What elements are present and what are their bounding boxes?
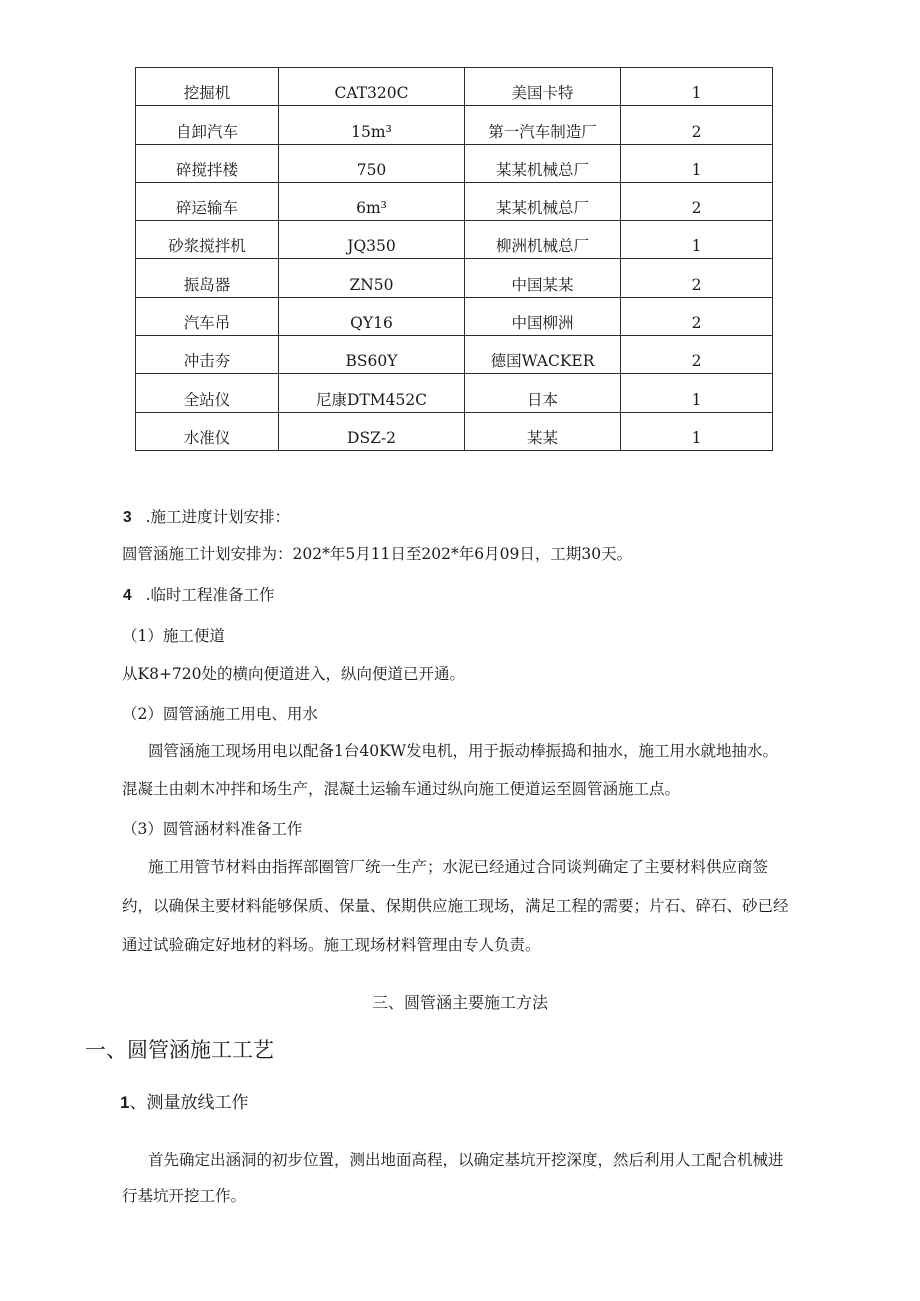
equipment-maker: 某某 [465, 412, 621, 450]
equipment-name: 全站仪 [136, 374, 279, 412]
step-1-heading [120, 1092, 248, 1114]
subsection-2-title: （2）圆管涵施工用电、用水 [122, 705, 318, 723]
equipment-name: 挖掘机 [136, 68, 279, 106]
equipment-qty: 2 [621, 182, 773, 220]
equipment-maker: 某某机械总厂 [465, 182, 621, 220]
equipment-qty: 2 [621, 336, 773, 374]
table-row [136, 259, 773, 297]
subsection-3-body-line-2: 约，以确保主要材料能够保质、保量、保期供应施工现场，满足工程的需要；片石、碎石、砂已经 [122, 897, 789, 915]
step-1-body-line-1: 首先确定出涵洞的初步位置，测出地面高程，以确定基坑开挖深度，然后利用人工配合机械进 [148, 1151, 784, 1169]
subsection-1-body: 从K8+720处的横向便道进入，纵向便道已开通。 [122, 665, 466, 683]
equipment-qty: 1 [621, 221, 773, 259]
table-row [136, 412, 773, 450]
step-1-title: 、测量放线工作 [129, 1093, 249, 1113]
section-4-heading [123, 585, 275, 606]
section-3-body: 圆管涵施工计划安排为：202*年5月11日至202*年6月09日，工期30天。 [122, 545, 633, 563]
equipment-maker: 中国某某 [465, 259, 621, 297]
equipment-name: 碎搅拌楼 [136, 144, 279, 182]
section-3-heading [123, 507, 290, 528]
part-1-title: 一、圆管涵施工工艺 [85, 1038, 274, 1062]
equipment-model: 15m³ [279, 106, 465, 144]
equipment-model: 6m³ [279, 182, 465, 220]
equipment-maker: 柳洲机械总厂 [465, 221, 621, 259]
table-row [136, 336, 773, 374]
equipment-maker: 美国卡特 [465, 68, 621, 106]
equipment-name: 自卸汽车 [136, 106, 279, 144]
table-row [136, 144, 773, 182]
table-row [136, 221, 773, 259]
table-row [136, 374, 773, 412]
equipment-qty: 1 [621, 68, 773, 106]
equipment-name: 汽车吊 [136, 297, 279, 335]
equipment-table-body [136, 68, 773, 451]
section-4-number: 4 [123, 587, 132, 604]
equipment-name: 砂浆搅拌机 [136, 221, 279, 259]
equipment-qty: 2 [621, 259, 773, 297]
equipment-model: BS60Y [279, 336, 465, 374]
table-row [136, 106, 773, 144]
equipment-model: 尼康DTM452C [279, 374, 465, 412]
equipment-qty: 1 [621, 374, 773, 412]
chapter-title: 三、圆管涵主要施工方法 [371, 993, 548, 1012]
equipment-maker: 德国WACKER [465, 336, 621, 374]
section-4-title: .临时工程准备工作 [145, 586, 275, 604]
equipment-name: 振岛器 [136, 259, 279, 297]
equipment-model: QY16 [279, 297, 465, 335]
subsection-2-body-line-2: 混凝土由刺木冲拌和场生产，混凝土运输车通过纵向施工便道运至圆管涵施工点。 [122, 780, 681, 798]
equipment-qty: 1 [621, 144, 773, 182]
section-3-number: 3 [123, 509, 132, 526]
subsection-2-body-line-1: 圆管涵施工现场用电以配备1台40KW发电机，用于振动棒振捣和抽水，施工用水就地抽水。 [148, 742, 779, 760]
table-row [136, 182, 773, 220]
equipment-table [135, 67, 773, 451]
equipment-maker: 日本 [465, 374, 621, 412]
equipment-qty: 2 [621, 297, 773, 335]
subsection-3-body-line-1: 施工用管节材料由指挥部圈管厂统一生产；水泥已经通过合同谈判确定了主要材料供应商签 [148, 858, 769, 876]
equipment-qty: 2 [621, 106, 773, 144]
equipment-model: ZN50 [279, 259, 465, 297]
table-row [136, 68, 773, 106]
equipment-model: JQ350 [279, 221, 465, 259]
subsection-3-title: （3）圆管涵材料准备工作 [122, 820, 303, 838]
equipment-name: 水准仪 [136, 412, 279, 450]
equipment-model: CAT320C [279, 68, 465, 106]
equipment-maker: 某某机械总厂 [465, 144, 621, 182]
equipment-model: DSZ-2 [279, 412, 465, 450]
subsection-1-title: （1）施工便道 [122, 627, 225, 645]
equipment-qty: 1 [621, 412, 773, 450]
equipment-name: 冲击夯 [136, 336, 279, 374]
table-row [136, 297, 773, 335]
equipment-maker: 中国柳洲 [465, 297, 621, 335]
subsection-3-body-line-3: 通过试验确定好地材的料场。施工现场材料管理由专人负责。 [122, 936, 541, 954]
equipment-name: 碎运输车 [136, 182, 279, 220]
equipment-model: 750 [279, 144, 465, 182]
equipment-maker: 第一汽车制造厂 [465, 106, 621, 144]
step-1-number: 1 [120, 1093, 130, 1112]
step-1-body-line-2: 行基坑开挖工作。 [122, 1187, 247, 1205]
section-3-title: .施工进度计划安排： [145, 508, 291, 526]
